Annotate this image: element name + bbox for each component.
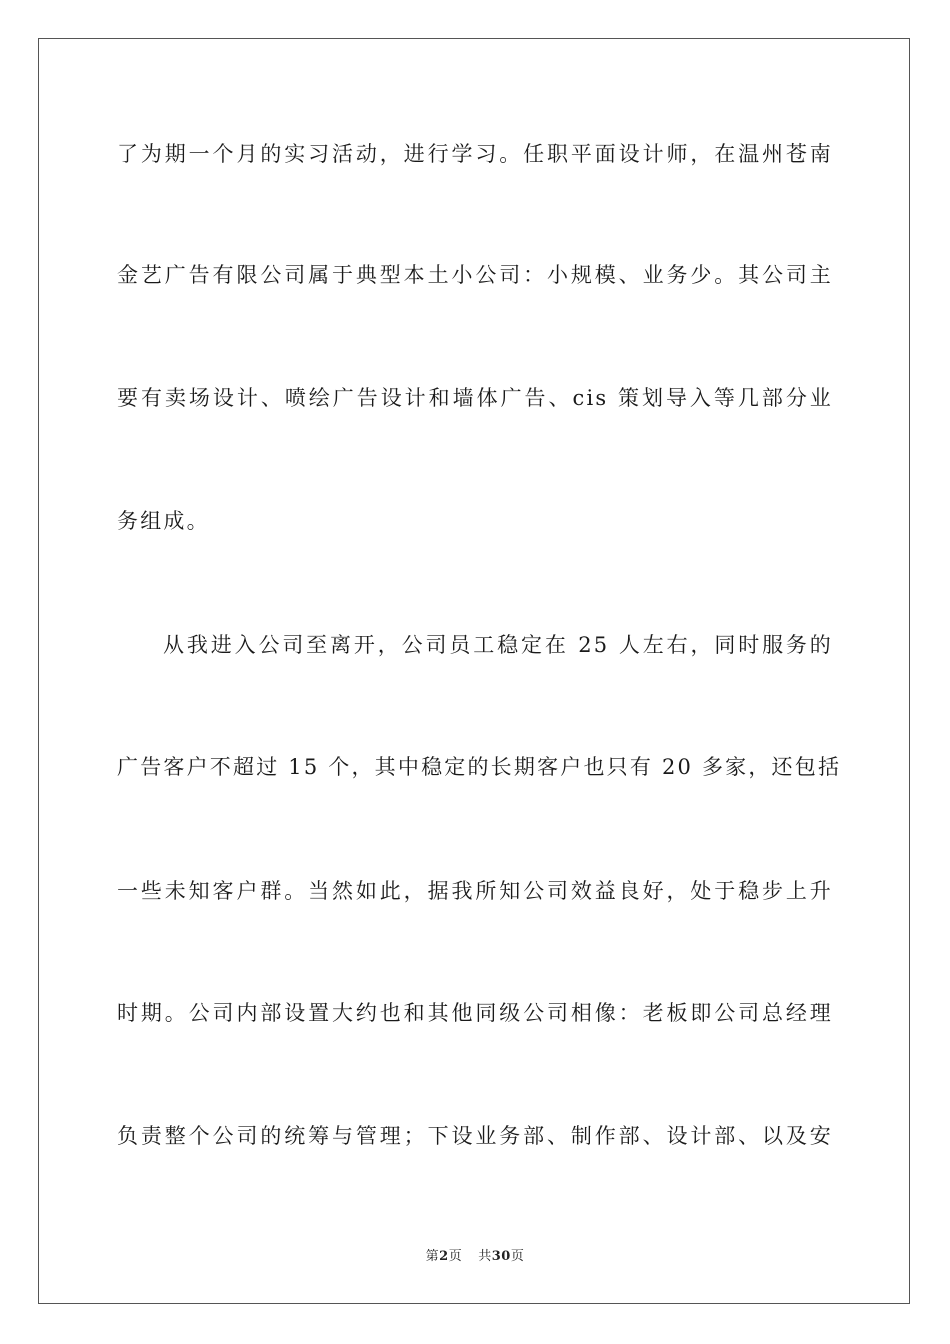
- page-footer: [0, 1245, 950, 1264]
- page-border: [38, 38, 910, 1304]
- text-line-4: 务组成。: [117, 509, 210, 533]
- text-line-3: 要有卖场设计、喷绘广告设计和墙体广告、cis 策划导入等几部分业: [117, 386, 833, 410]
- page-label-suffix: 页: [448, 1249, 463, 1264]
- text-line-7: 一些未知客户群。当然如此，据我所知公司效益良好，处于稳步上升: [117, 879, 833, 903]
- text-line-9: 负责整个公司的统筹与管理；下设业务部、制作部、设计部、以及安: [117, 1124, 833, 1148]
- text-line-2: 金艺广告有限公司属于典型本土小公司：小规模、业务少。其公司主: [117, 263, 833, 287]
- text-line-6: 广告客户不超过 15 个，其中稳定的长期客户也只有 20 多家，还包括: [117, 755, 842, 779]
- text-line-8: 时期。公司内部设置大约也和其他同级公司相像：老板即公司总经理: [117, 1001, 833, 1025]
- total-label-prefix: 共: [478, 1249, 492, 1264]
- total-label-suffix: 页: [510, 1249, 525, 1264]
- text-line-1: 了为期一个月的实习活动，进行学习。任职平面设计师，在温州苍南: [117, 142, 833, 166]
- page-number: 2: [439, 1249, 449, 1264]
- page-label-prefix: 第: [425, 1249, 440, 1264]
- total-pages: 30: [491, 1249, 511, 1264]
- text-line-5: 从我进入公司至离开，公司员工稳定在 25 人左右，同时服务的: [163, 633, 833, 657]
